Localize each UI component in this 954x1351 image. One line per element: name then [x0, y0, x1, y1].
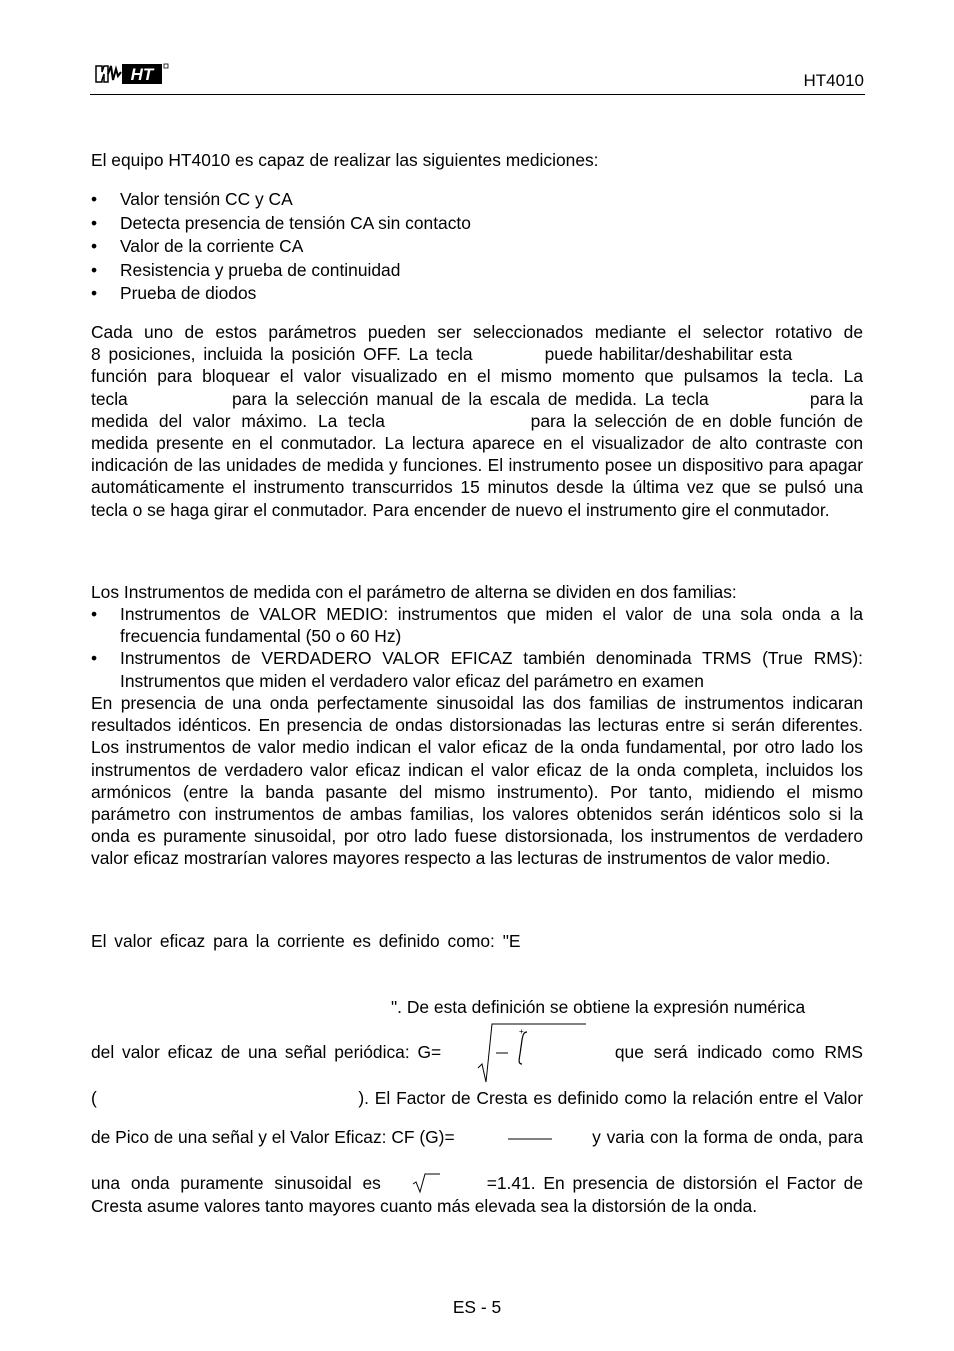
list-item: • Prueba de diodos [91, 282, 863, 306]
controls-line: medida del valor máximo. La tecla para la selección de en doble función de [91, 410, 863, 431]
bullet-icon: • [91, 236, 98, 256]
list-item: • Valor de la corriente CA [91, 235, 863, 259]
controls-line: Cada uno de estos parámetros pueden ser seleccionados mediante el selector rotativo de [91, 322, 863, 342]
list-item: • Detecta presencia de tensión CA sin contacto [91, 212, 863, 236]
bullet-icon: • [91, 648, 98, 669]
families-intro: Los Instrumentos de medida con el parámetro de alterna se dividen en dos familias: [91, 582, 737, 602]
families-list [91, 603, 863, 692]
list-item: • Instrumentos de VALOR MEDIO: instrumentos que miden el valor de una sola onda a la frecuencia fundamental (50 o 60 Hz) [91, 604, 863, 647]
controls-rest: medida presente en el conmutador. La lectura aparece en el visualizador de alto contraste con indicación de las unidades de medida y funciones. El instrumento posee un dispositivo para apagar automáticamente el instrumento transcurridos 15 minutos desde la última vez que se pulsó una tecla o se haga girar el conmutador. Para encender de nuevo el instrumento gire el conmutador. [91, 432, 863, 520]
logo-text: HT [130, 65, 154, 84]
bullet-icon: • [91, 604, 98, 624]
rms-line-5: de Pico de una señal y el Valor Eficaz: CF (G)= y varia con la forma de onda, para [91, 1127, 863, 1147]
list-item: • Instrumentos de VERDADERO VALOR EFICAZ también denominada TRMS (True RMS): Instrumentos que miden el verdadero valor eficaz del parámetro en examen [91, 648, 863, 691]
header-rule [90, 94, 865, 95]
bullet-icon: • [91, 212, 98, 233]
controls-line: tecla para la selección manual de la escala de medida. La tecla para la [91, 388, 863, 409]
bullet-icon: • [91, 259, 98, 280]
page-number: ES - 5 [452, 1297, 502, 1317]
rms-line-4: ( ). El Factor de Cresta es definido como la relación entre el Valor [91, 1088, 863, 1108]
measurement-list [91, 188, 863, 306]
rms-line-3: del valor eficaz de una señal periódica: G= que será indicado como RMS [91, 1042, 863, 1062]
bullet-icon: • [91, 283, 98, 303]
bullet-icon: • [91, 189, 98, 209]
controls-line: función para bloquear el valor visualizado en el mismo momento que pulsamos la tecla. La [91, 366, 863, 387]
sqrt-icon [412, 1172, 442, 1194]
fraction-bar-icon [508, 1137, 554, 1141]
model-name: HT4010 [803, 71, 864, 90]
rms-line-1: El valor eficaz para la corriente es definido como: "E [91, 931, 521, 951]
controls-line: 8 posiciones, incluida la posición OFF. La tecla puede habilitar/deshabilitar esta [91, 344, 793, 365]
list-item: • Resistencia y prueba de continuidad [91, 259, 863, 283]
rms-formula-icon [476, 1020, 591, 1088]
rms-line-2: ". De esta definición se obtiene la expresión numérica [391, 997, 806, 1017]
ht-logo [94, 60, 172, 88]
rms-line-7: Cresta asume valores tanto mayores cuanto más elevada sea la distorsión de la onda. [91, 1196, 758, 1216]
intro-text: El equipo HT4010 es capaz de realizar las siguientes mediciones: [91, 150, 599, 170]
list-item: • Valor tensión CC y CA [91, 188, 863, 212]
controls-paragraph [91, 321, 863, 521]
comparison-paragraph: En presencia de una onda perfectamente sinusoidal las dos familias de instrumentos indicaran resultados idénticos. En presencia de ondas distorsionadas las lecturas entre si serán diferentes. Los instrumentos de valor medio indican el valor eficaz de la onda fundamental, por otro lado los instrumentos de verdadero valor eficaz indican el valor eficaz de la onda completa, incluidos los armónicos (entre la banda pasante del mismo instrumento). Por tanto, midiendo el mismo parámetro con instrumentos de ambas familias, los valores obtenidos serán idénticos solo si la onda es puramente sinusoidal, por otro lado fuese distorsionada, los instrumentos de verdadero valor eficaz mostrarían valores mayores respecto a las lecturas de instrumentos de valor medio. [91, 693, 863, 869]
integral-plus-sign: + [519, 1027, 524, 1036]
rms-line-6: una onda puramente sinusoidal es =1.41. En presencia de distorsión el Factor de [91, 1173, 863, 1193]
